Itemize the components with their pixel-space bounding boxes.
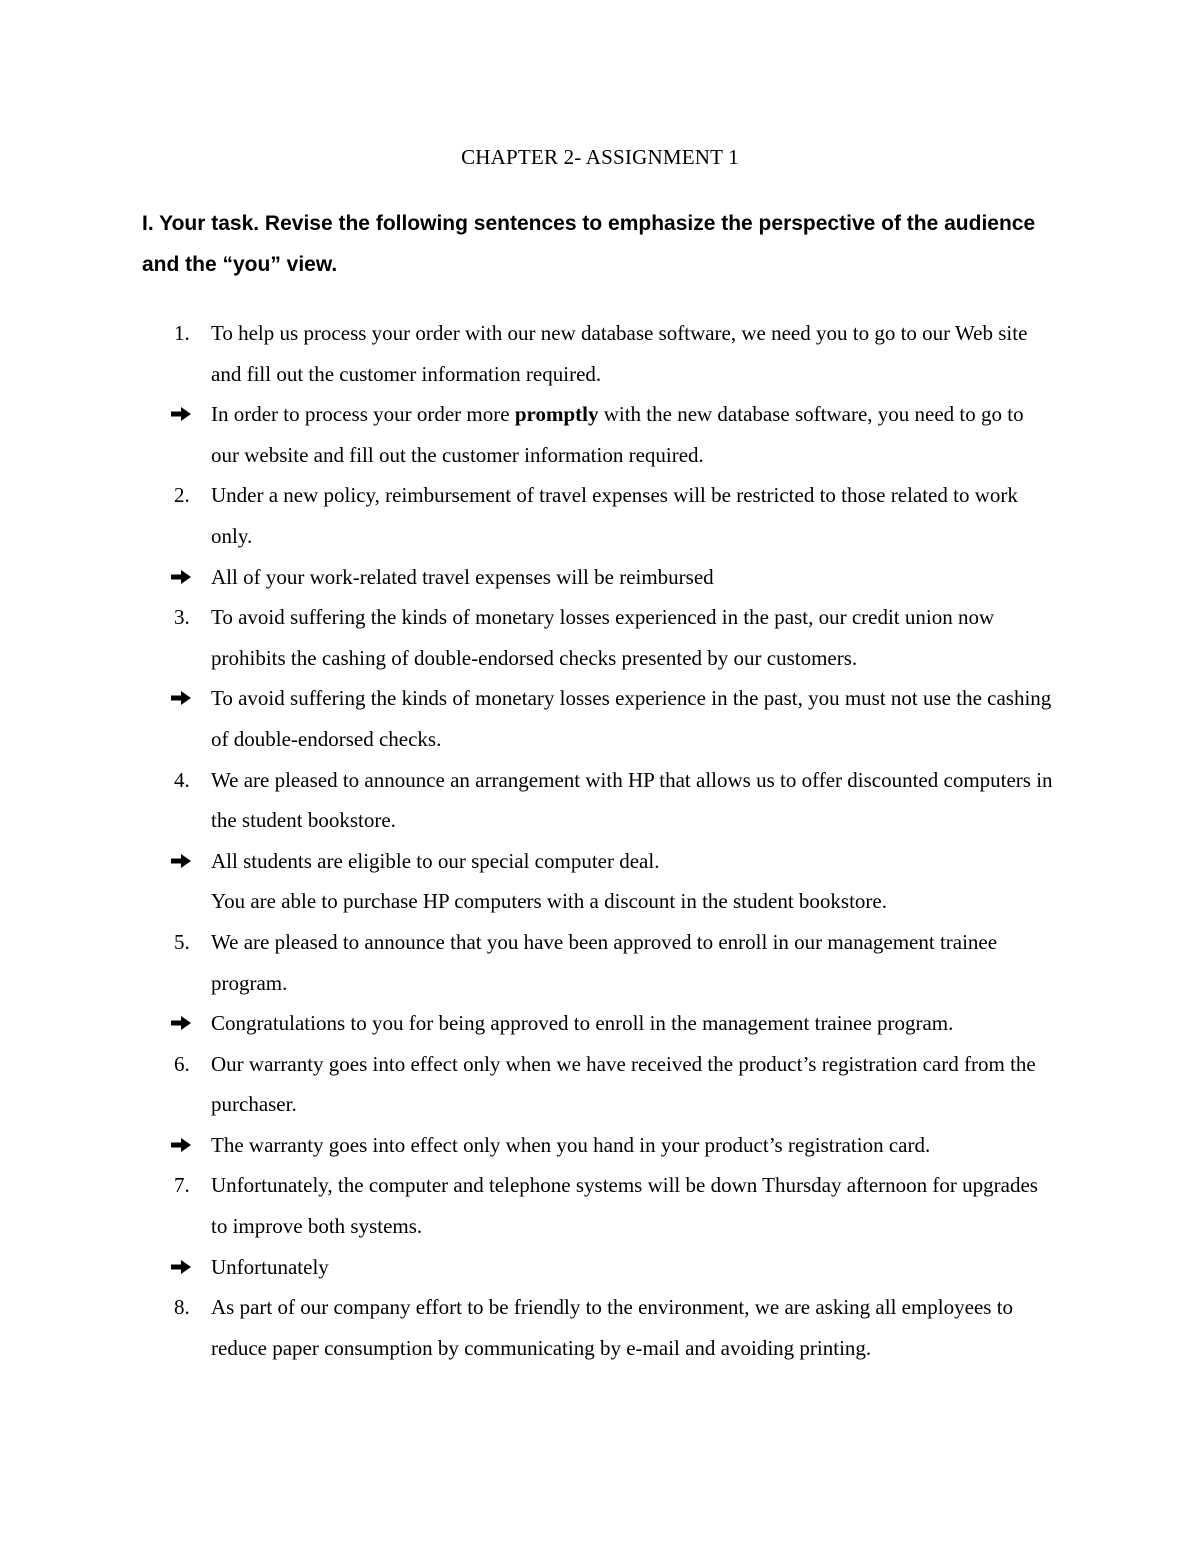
revision-item <box>0 557 1200 598</box>
revision-continuation <box>0 881 1200 922</box>
list-item <box>0 760 1200 841</box>
revision-item <box>0 394 1200 475</box>
revision-item <box>0 1247 1200 1288</box>
original-sentence: To help us process your order with our new database software, we need you to go to our Web site and fill out the customer information required. <box>211 321 1028 386</box>
item-number: 7. <box>174 1173 190 1198</box>
revised-sentence: The warranty goes into effect only when you hand in your product’s registration card. <box>211 1132 931 1157</box>
list-item <box>0 1287 1200 1368</box>
original-sentence: As part of our company effort to be friendly to the environment, we are asking all employees to reduce paper consumption by communicating by e-mail and avoiding printing. <box>211 1295 1014 1360</box>
task-heading: I. Your task. Revise the following sentences to emphasize the perspective of the audience and the “you” view. <box>142 212 1036 276</box>
original-sentence: Under a new policy, reimbursement of travel expenses will be restricted to those related to work only. <box>211 483 1018 548</box>
sentence-list <box>0 313 1200 1368</box>
list-item <box>0 475 1200 556</box>
revised-sentence: Unfortunately <box>211 1254 329 1279</box>
revision-text-end: with the new database software, you need to go to our website and fill out the customer information required. <box>211 402 1024 467</box>
arrow-icon <box>170 678 206 732</box>
revised-sentence: Congratulations to you for being approved to enroll in the management trainee program. <box>211 1011 954 1036</box>
item-number: 1. <box>174 321 190 345</box>
original-sentence: To avoid suffering the kinds of monetary losses experienced in the past, our credit union now prohibits the cashing of double-endorsed checks presented by our customers. <box>211 605 995 670</box>
revised-sentence: All students are eligible to our special computer deal. <box>211 848 660 873</box>
original-sentence: Our warranty goes into effect only when we have received the product’s registration card from the purchaser. <box>211 1051 1036 1117</box>
revision-bold-word: promptly <box>514 402 599 427</box>
list-item <box>0 1165 1200 1246</box>
list-item <box>0 313 1200 394</box>
revision-item <box>0 678 1200 759</box>
item-number: 4. <box>174 767 190 792</box>
list-item <box>0 1044 1200 1125</box>
arrow-icon <box>170 394 206 448</box>
original-sentence: Unfortunately, the computer and telephone systems will be down Thursday afternoon for upgrades to improve both systems. <box>211 1173 1038 1239</box>
revision-item <box>0 841 1200 882</box>
item-number: 3. <box>174 605 190 630</box>
revision-item <box>0 1003 1200 1044</box>
revised-sentence <box>211 394 1056 475</box>
revised-sentence: All of your work-related travel expenses will be reimbursed <box>211 564 714 589</box>
revised-sentence: To avoid suffering the kinds of monetary losses experience in the past, you must not use the cashing of double-endorsed checks. <box>211 686 1052 751</box>
revised-sentence-extra: You are able to purchase HP computers with a discount in the student bookstore. <box>211 889 887 914</box>
item-number: 8. <box>174 1295 190 1320</box>
item-number: 5. <box>174 929 190 954</box>
item-number: 2. <box>174 483 190 508</box>
list-item <box>0 922 1200 1003</box>
original-sentence: We are pleased to announce that you have been approved to enroll in our management trainee program. <box>211 929 998 995</box>
original-sentence: We are pleased to announce an arrangement with HP that allows us to offer discounted computers in the student bookstore. <box>211 767 1053 833</box>
list-item <box>0 597 1200 678</box>
revision-text-start: In order to process your order more <box>211 402 515 427</box>
document-title: CHAPTER 2- ASSIGNMENT 1 <box>461 145 739 169</box>
item-number: 6. <box>174 1051 190 1076</box>
revision-item <box>0 1125 1200 1166</box>
